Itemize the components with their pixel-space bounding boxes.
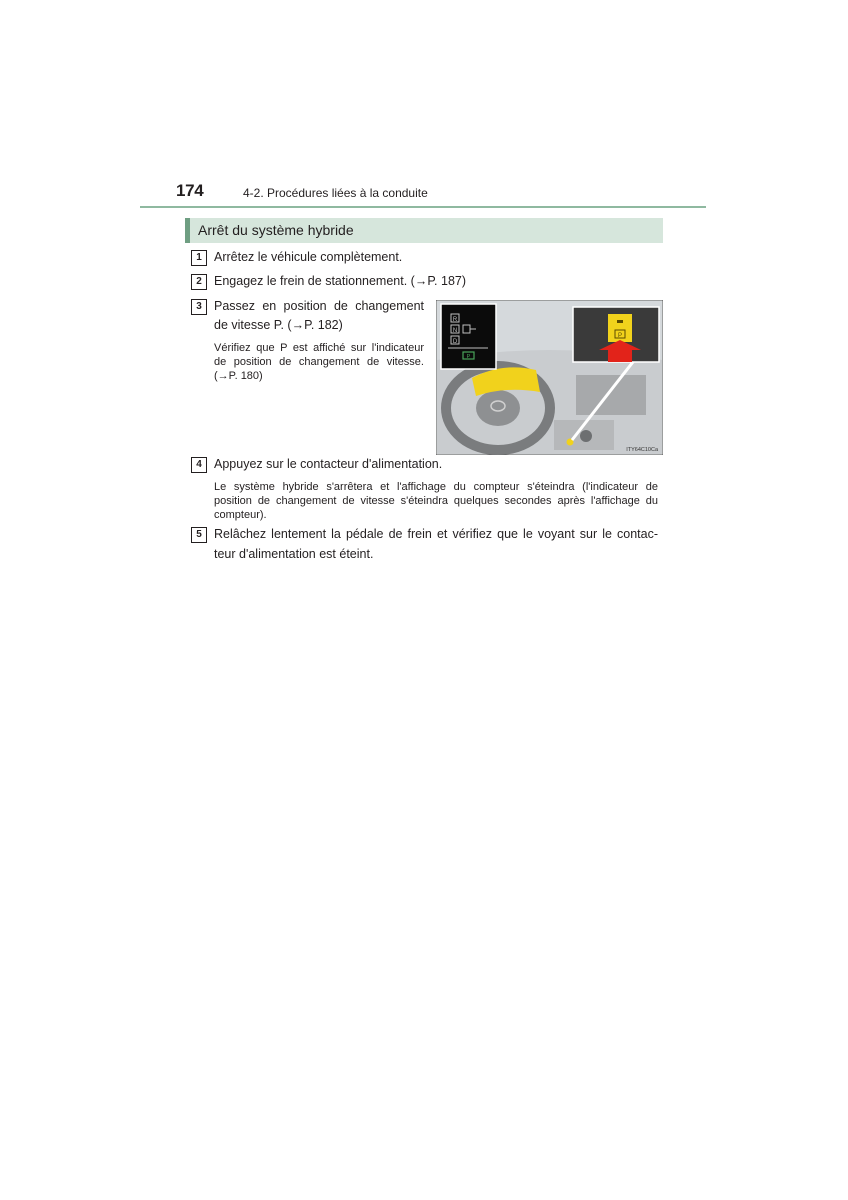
center-console: [576, 375, 646, 415]
step-3-note-line-3: (→P. 180): [214, 370, 263, 382]
park-indicator-letter: P: [466, 354, 471, 360]
step-number-3: 3: [191, 299, 207, 315]
step-number-4: 4: [191, 457, 207, 473]
chapter-title: 4-2. Procédures liées à la conduite: [243, 186, 428, 200]
step-4-note-line-2: position de changement de vitesse s'éteindra quelques secondes après l'affichage du: [214, 495, 658, 507]
step-number-2: 2: [191, 274, 207, 290]
section-title: Arrêt du système hybride: [198, 222, 354, 238]
dashboard-illustration: [436, 300, 663, 455]
step-3-text-line-2: de vitesse P. (→P. 182): [214, 318, 343, 332]
step-4-note-line-3: compteur).: [214, 509, 267, 521]
park-button-letter: P: [617, 333, 623, 339]
page-number: 174: [176, 181, 204, 200]
indicator-letter-n: N: [452, 328, 458, 334]
step-3-text-line-1: Passez en position de changement: [214, 299, 424, 313]
indicator-letter-r: R: [452, 317, 458, 323]
header-divider: [140, 206, 706, 208]
figure-code: ITY64C10Ca: [626, 447, 658, 453]
selector-knob: [580, 430, 592, 442]
steering-hub: [476, 390, 520, 426]
step-4-note-line-1: Le système hybride s'arrêtera et l'affichage du compteur s'éteindra (l'indicateur de: [214, 481, 658, 493]
park-button-indicator-light: [617, 320, 623, 323]
step-5-text-line-1: Relâchez lentement la pédale de frein et vérifiez que le voyant sur le contac-: [214, 527, 658, 541]
indicator-letter-d: D: [452, 339, 458, 345]
step-number-1: 1: [191, 250, 207, 266]
step-5-text-line-2: teur d'alimentation est éteint.: [214, 547, 374, 561]
step-2-text: Engagez le frein de stationnement. (→P. 187): [214, 274, 467, 288]
step-number-5: 5: [191, 527, 207, 543]
step-4-text: Appuyez sur le contacteur d'alimentation.: [214, 457, 443, 471]
step-3-note-line-2: de position de changement de vitesse.: [214, 356, 424, 368]
step-1-text: Arrêtez le véhicule complètement.: [214, 250, 403, 264]
step-3-note-line-1: Vérifiez que P est affiché sur l'indicateur: [214, 342, 424, 354]
